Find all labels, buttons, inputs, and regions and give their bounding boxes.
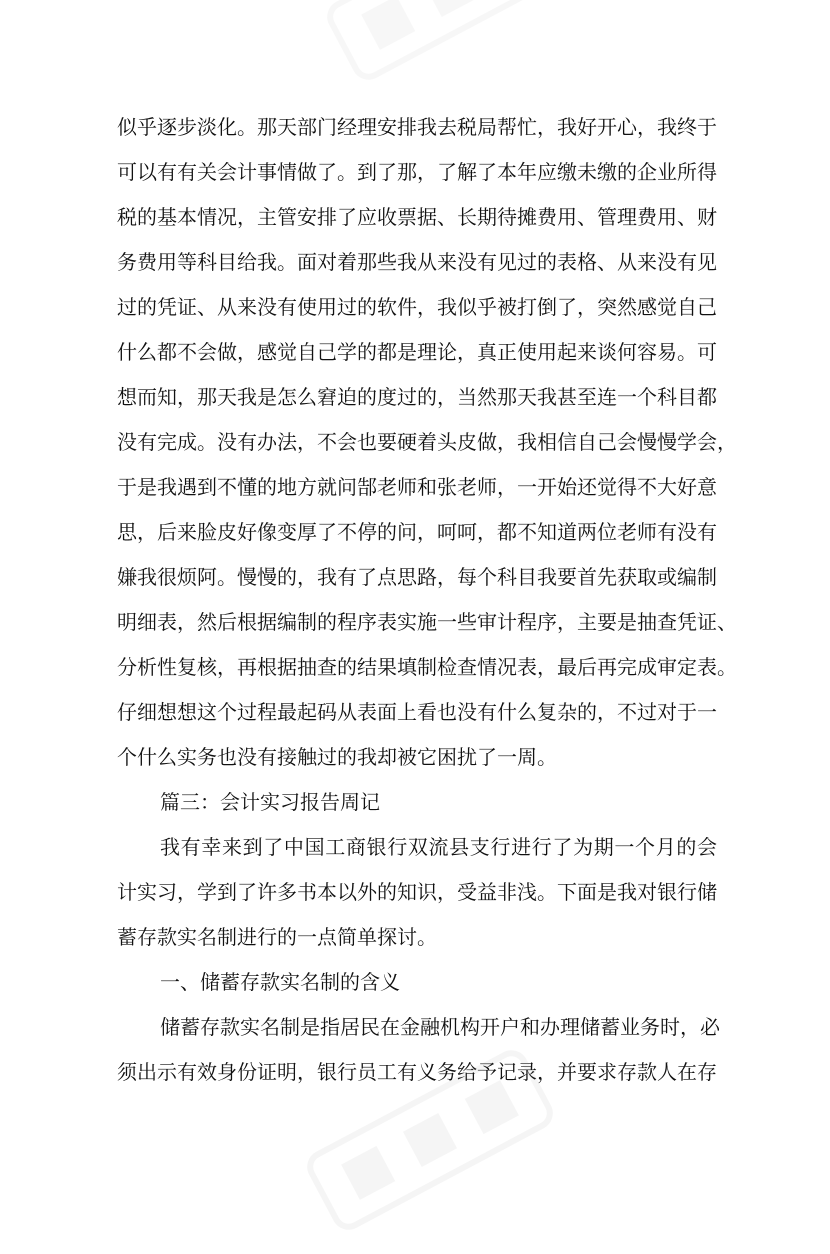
body-text-line: 没有完成。没有办法，不会也要硬着头皮做，我相信自己会慢慢学会， bbox=[117, 430, 737, 454]
body-text-line: 务费用等科目给我。面对着那些我从来没有见过的表格、从来没有见 bbox=[117, 250, 717, 274]
section-heading: 篇三：会计实习报告周记 bbox=[160, 790, 380, 814]
body-text-line: 计实习，学到了许多书本以外的知识，受益非浅。下面是我对银行储 bbox=[117, 880, 717, 904]
body-text-line: 可以有有关会计事情做了。到了那，了解了本年应缴未缴的企业所得 bbox=[117, 160, 717, 184]
body-text-line: 明细表，然后根据编制的程序表实施一些审计程序，主要是抽查凭证、 bbox=[117, 610, 737, 634]
body-text-line: 须出示有效身份证明，银行员工有义务给予记录，并要求存款人在存 bbox=[117, 1060, 717, 1084]
body-text-line: 仔细想想这个过程最起码从表面上看也没有什么复杂的，不过对于一 bbox=[117, 700, 717, 724]
body-text-line: 嫌我很烦阿。慢慢的，我有了点思路，每个科目我要首先获取或编制 bbox=[117, 565, 717, 589]
body-text-line: 储蓄存款实名制是指居民在金融机构开户和办理储蓄业务时，必 bbox=[160, 1015, 720, 1039]
body-text-line: 想而知，那天我是怎么窘迫的度过的，当然那天我甚至连一个科目都 bbox=[117, 385, 717, 409]
body-text-line: 于是我遇到不懂的地方就问郜老师和张老师，一开始还觉得不大好意 bbox=[117, 475, 717, 499]
body-text-line: 似乎逐步淡化。那天部门经理安排我去税局帮忙，我好开心，我终于 bbox=[117, 115, 717, 139]
subsection-heading: 一、储蓄存款实名制的含义 bbox=[160, 970, 400, 994]
body-text-line: 过的凭证、从来没有使用过的软件，我似乎被打倒了，突然感觉自己 bbox=[117, 295, 717, 319]
body-text-line: 分析性复核，再根据抽查的结果填制检查情况表，最后再完成审定表。 bbox=[117, 655, 737, 679]
body-text-line: 思，后来脸皮好像变厚了不停的问，呵呵，都不知道两位老师有没有 bbox=[117, 520, 717, 544]
body-text-line: 我有幸来到了中国工商银行双流县支行进行了为期一个月的会 bbox=[160, 835, 717, 859]
body-text-line: 什么都不会做，感觉自己学的都是理论，真正使用起来谈何容易。可 bbox=[117, 340, 717, 364]
body-text-line: 个什么实务也没有接触过的我却被它困扰了一周。 bbox=[117, 745, 557, 769]
watermark-logo bbox=[307, 0, 593, 104]
body-text-line: 税的基本情况，主管安排了应收票据、长期待摊费用、管理费用、财 bbox=[117, 205, 717, 229]
body-text-line: 蓄存款实名制进行的一点简单探讨。 bbox=[117, 925, 437, 949]
